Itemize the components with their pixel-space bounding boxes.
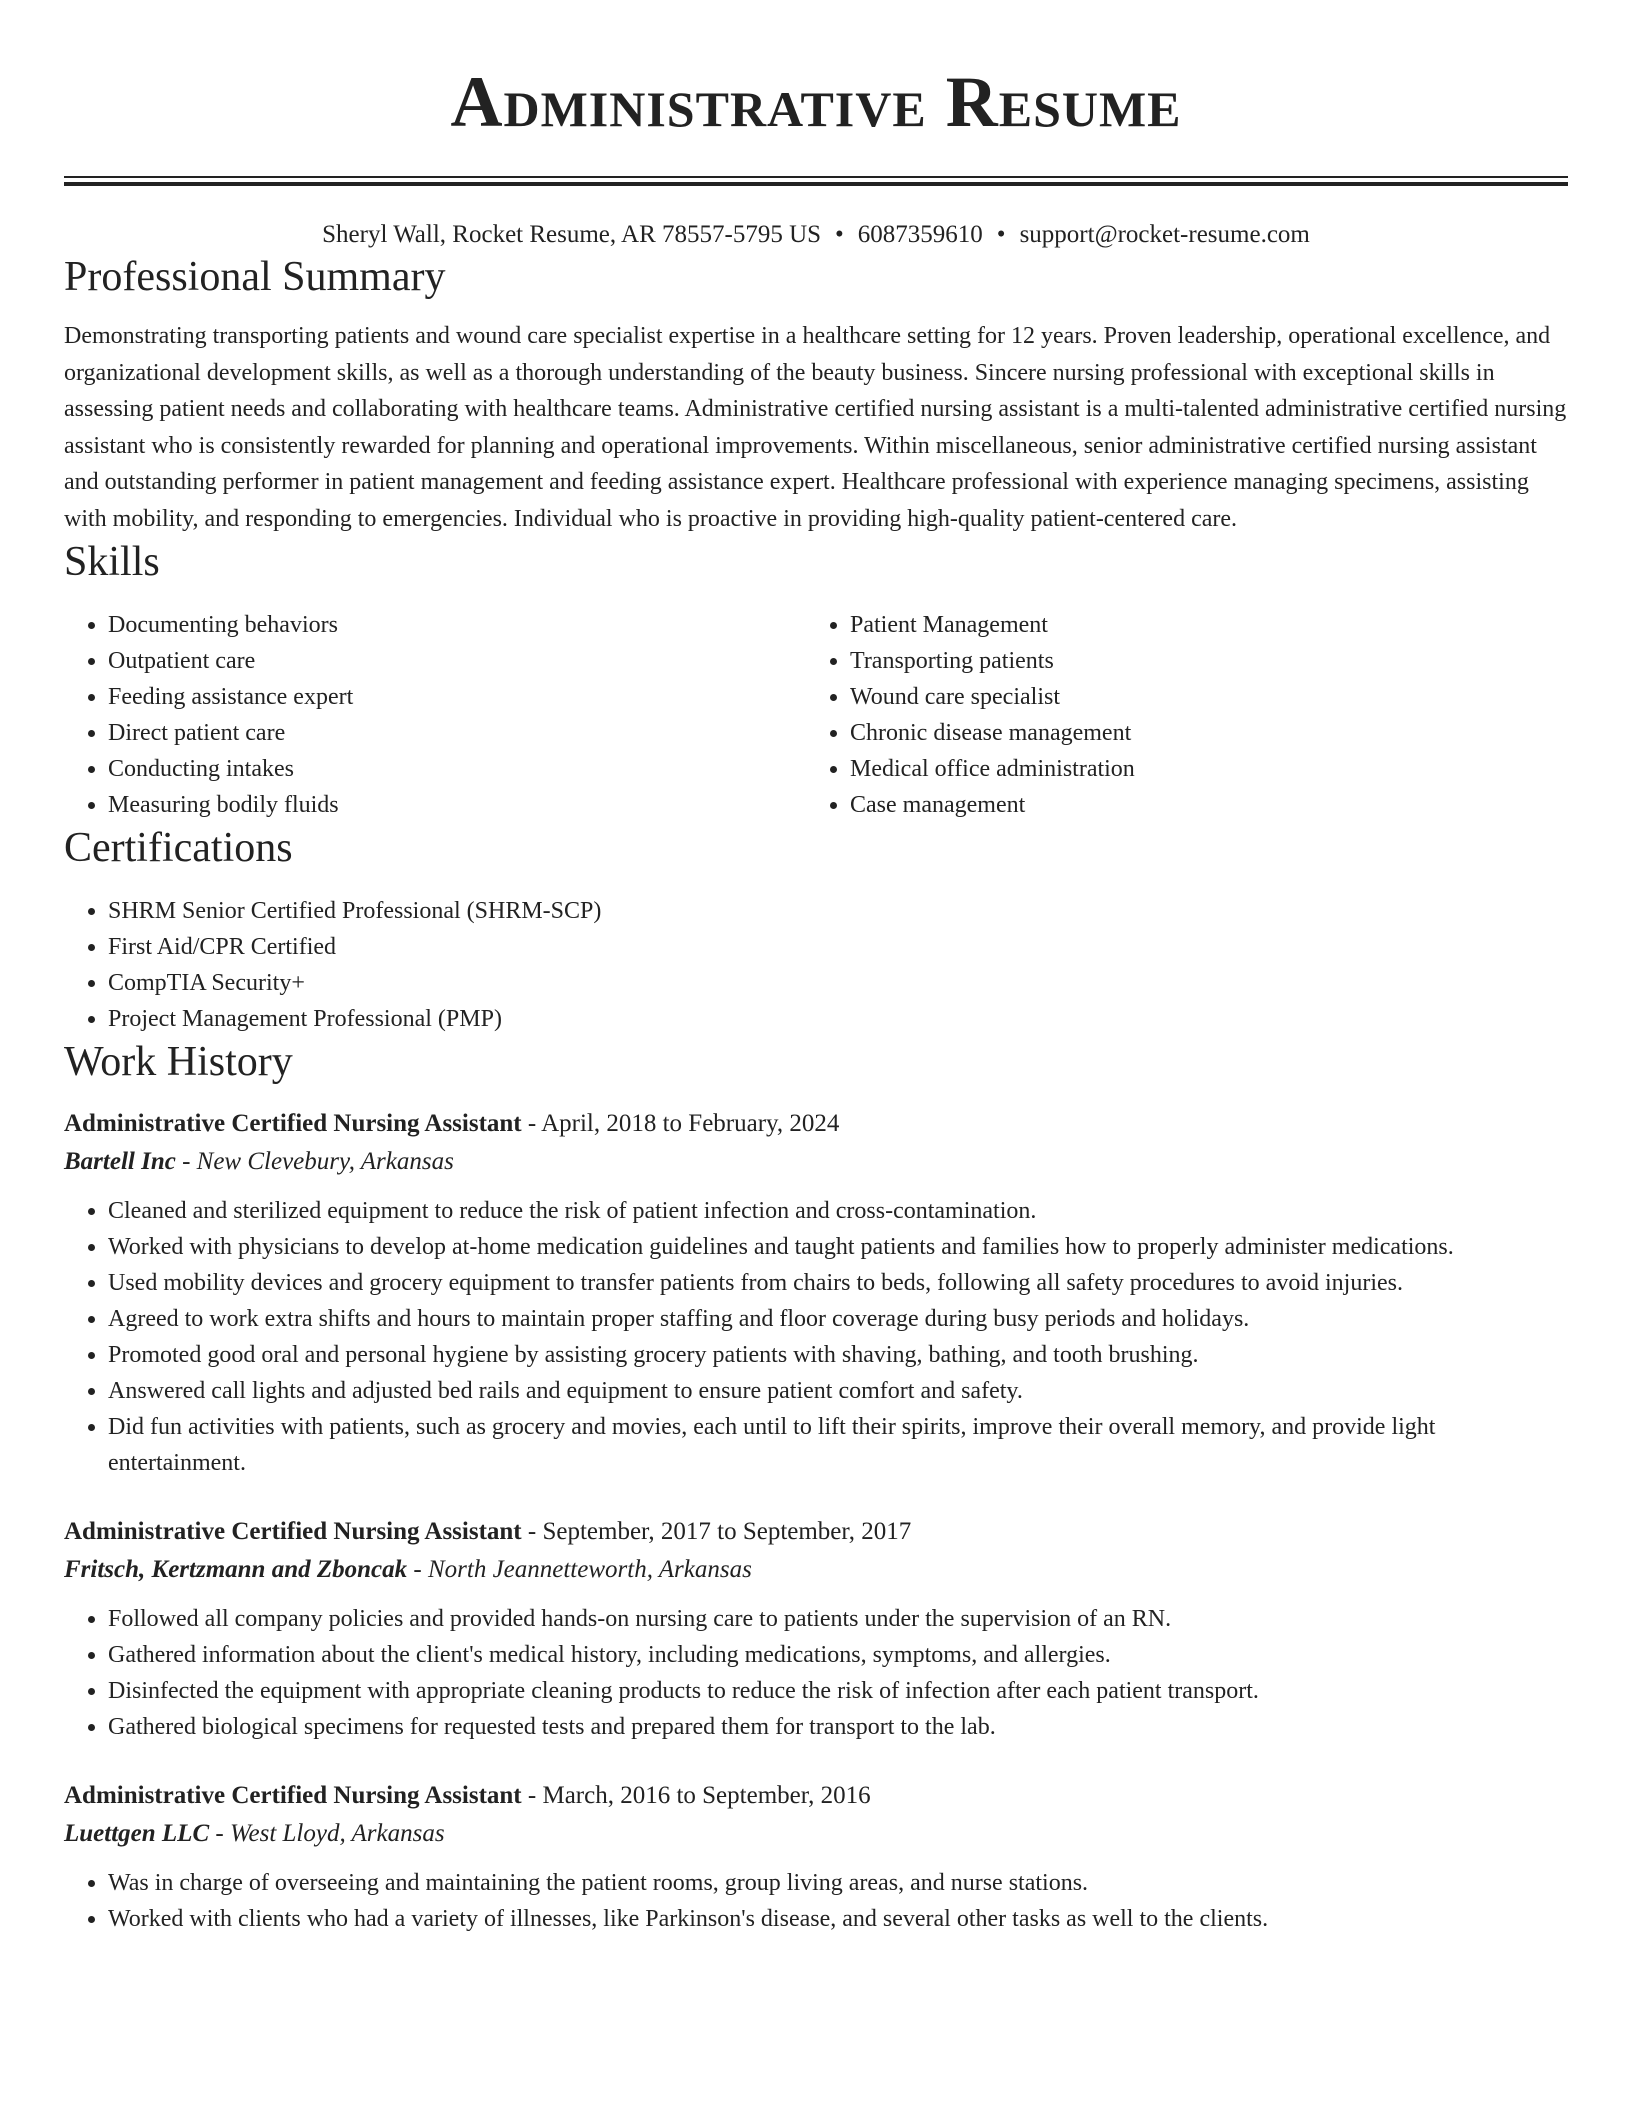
skill-item: • Wound care specialist bbox=[850, 679, 1548, 715]
contact-separator: • bbox=[835, 221, 844, 248]
skill-item: • Measuring bodily fluids bbox=[108, 787, 806, 823]
skills-grid bbox=[64, 607, 1568, 823]
certifications-list bbox=[64, 893, 1568, 1037]
job-duty: • Agreed to work extra shifts and hours to maintain proper staffing and floor coverage during busy periods and holidays. bbox=[108, 1301, 1568, 1337]
skill-item: • Direct patient care bbox=[108, 715, 806, 751]
skill-item: • Documenting behaviors bbox=[108, 607, 806, 643]
section-heading-work-history: Work History bbox=[64, 1039, 293, 1085]
job-dates: - April, 2018 to February, 2024 bbox=[521, 1110, 840, 1137]
job-duty: • Worked with physicians to develop at-home medication guidelines and taught patients and families how to properly administer medications. bbox=[108, 1229, 1568, 1265]
certification-item: • SHRM Senior Certified Professional (SHRM-SCP) bbox=[108, 893, 1568, 929]
contact-phone: 6087359610 bbox=[857, 221, 983, 248]
job-duty: • Answered call lights and adjusted bed rails and equipment to ensure patient comfort and safety. bbox=[108, 1373, 1568, 1409]
job-dates: - September, 2017 to September, 2017 bbox=[521, 1518, 912, 1545]
contact-separator: • bbox=[996, 221, 1006, 248]
title-divider bbox=[64, 176, 1568, 186]
job-entry bbox=[64, 1777, 1568, 1937]
job-company: Luettgen LLC bbox=[64, 1820, 210, 1847]
skills-list-right bbox=[806, 607, 1548, 823]
job-company-line bbox=[64, 1143, 1568, 1181]
job-duty: • Did fun activities with patients, such as grocery and movies, each until to lift their spirits, improve their overall memory, and provide light entertainment. bbox=[108, 1409, 1568, 1481]
job-title: Administrative Certified Nursing Assistant bbox=[64, 1518, 522, 1545]
job-title: Administrative Certified Nursing Assistant bbox=[64, 1782, 522, 1809]
contact-address: Sheryl Wall, Rocket Resume, AR 78557-5795 US bbox=[322, 221, 822, 248]
job-duty: • Disinfected the equipment with appropriate cleaning products to reduce the risk of infection after each patient transport. bbox=[108, 1673, 1568, 1709]
section-heading-skills: Skills bbox=[64, 539, 160, 585]
section-heading-summary: Professional Summary bbox=[64, 254, 446, 300]
job-header bbox=[64, 1105, 1568, 1143]
skill-item: • Chronic disease management bbox=[850, 715, 1548, 751]
summary-text: Demonstrating transporting patients and wound care specialist expertise in a healthcare setting for 12 years. Proven leadership, operational excellence, and organizational development skills, as well as a thorough understanding of the beauty business. Sincere nursing professional with exceptional skills in assessing patient needs and collaborating with healthcare teams. Administrative certified nursing assistant is a multi-talented administrative certified nursing assistant who is consistently rewarded for planning and operational improvements. Within miscellaneous, senior administrative certified nursing assistant and outstanding performer in patient management and feeding assistance expert. Healthcare professional with experience managing specimens, assisting with mobility, and responding to emergencies. Individual who is proactive in providing high-quality patient-centered care. bbox=[64, 323, 1567, 532]
job-title: Administrative Certified Nursing Assistant bbox=[64, 1110, 522, 1137]
skill-item: • Feeding assistance expert bbox=[108, 679, 806, 715]
skill-item: • Outpatient care bbox=[108, 643, 806, 679]
job-dates: - March, 2016 to September, 2016 bbox=[521, 1782, 871, 1809]
job-entry bbox=[64, 1513, 1568, 1745]
job-duty: • Was in charge of overseeing and maintaining the patient rooms, group living areas, and nurse stations. bbox=[108, 1865, 1568, 1901]
skill-item: • Medical office administration bbox=[850, 751, 1548, 787]
skill-item: • Conducting intakes bbox=[108, 751, 806, 787]
job-duty: • Gathered information about the client's medical history, including medications, symptoms, and allergies. bbox=[108, 1637, 1568, 1673]
job-duties-list bbox=[64, 1601, 1568, 1745]
job-location: - West Lloyd, Arkansas bbox=[209, 1820, 445, 1847]
job-duties-list bbox=[64, 1865, 1568, 1937]
job-company-line bbox=[64, 1815, 1568, 1853]
job-company: Fritsch, Kertzmann and Zboncak bbox=[64, 1556, 408, 1583]
skill-item: • Case management bbox=[850, 787, 1548, 823]
job-duty: • Promoted good oral and personal hygiene by assisting grocery patients with shaving, bathing, and tooth brushing. bbox=[108, 1337, 1568, 1373]
skill-item: • Patient Management bbox=[850, 607, 1548, 643]
job-duty: • Used mobility devices and grocery equipment to transfer patients from chairs to beds, following all safety procedures to avoid injuries. bbox=[108, 1265, 1568, 1301]
job-duty: • Gathered biological specimens for requested tests and prepared them for transport to the lab. bbox=[108, 1709, 1568, 1745]
certification-item: • Project Management Professional (PMP) bbox=[108, 1001, 1568, 1037]
contact-line bbox=[64, 218, 1568, 252]
certification-item: • First Aid/CPR Certified bbox=[108, 929, 1568, 965]
job-duty: • Cleaned and sterilized equipment to reduce the risk of patient infection and cross-contamination. bbox=[108, 1193, 1568, 1229]
job-location: - New Clevebury, Arkansas bbox=[175, 1148, 454, 1175]
job-header bbox=[64, 1777, 1568, 1815]
page-title: Administrative Resume bbox=[450, 62, 1182, 142]
contact-email: support@rocket-resume.com bbox=[1019, 221, 1310, 248]
section-heading-certifications: Certifications bbox=[64, 825, 293, 871]
job-duties-list bbox=[64, 1193, 1568, 1481]
resume-page bbox=[64, 0, 1568, 1937]
job-duty: • Followed all company policies and provided hands-on nursing care to patients under the supervision of an RN. bbox=[108, 1601, 1568, 1637]
job-duty: • Worked with clients who had a variety of illnesses, like Parkinson's disease, and several other tasks as well to the clients. bbox=[108, 1901, 1568, 1937]
job-header bbox=[64, 1513, 1568, 1551]
job-entry bbox=[64, 1105, 1568, 1481]
skills-list-left bbox=[64, 607, 806, 823]
job-company: Bartell Inc bbox=[64, 1148, 176, 1175]
job-location: - North Jeannetteworth, Arkansas bbox=[407, 1556, 752, 1583]
job-company-line bbox=[64, 1551, 1568, 1589]
skill-item: • Transporting patients bbox=[850, 643, 1548, 679]
certification-item: • CompTIA Security+ bbox=[108, 965, 1568, 1001]
